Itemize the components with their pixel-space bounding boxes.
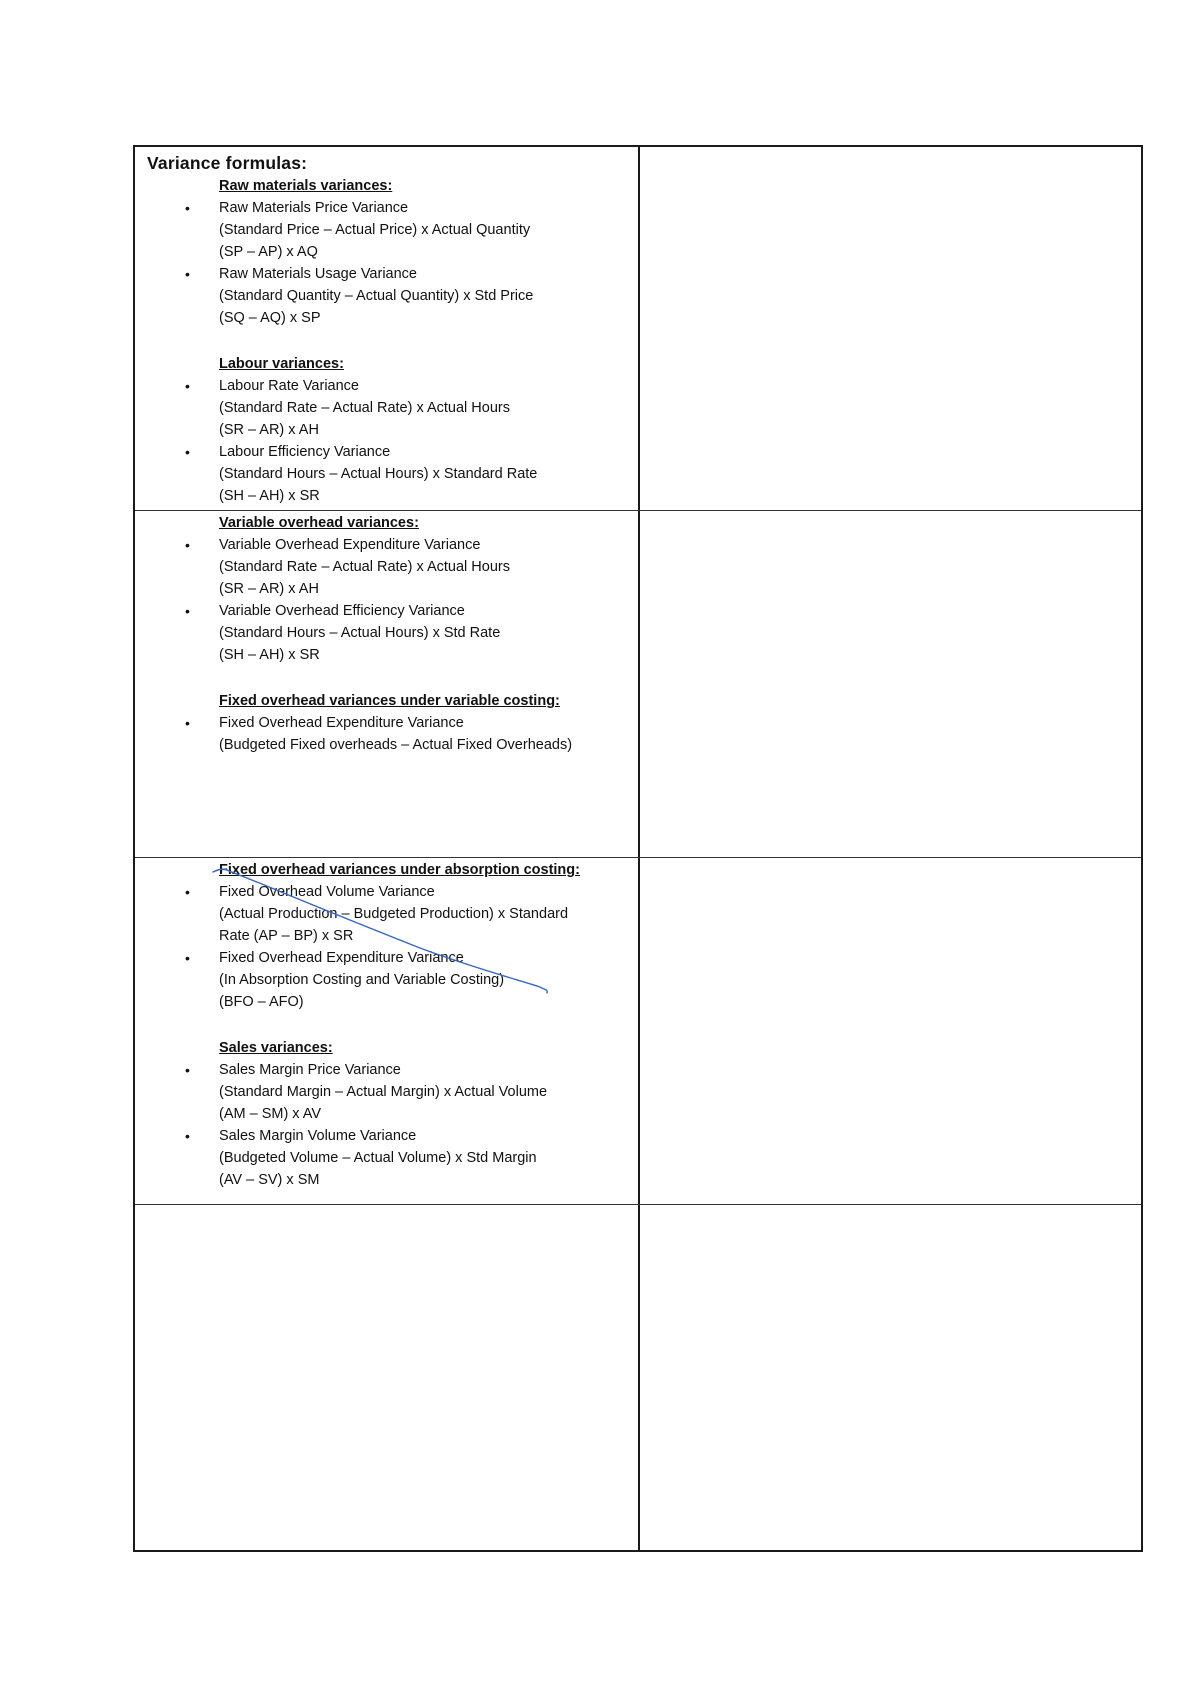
variance-name: Variable Overhead Expenditure Variance <box>219 537 481 553</box>
bullet-icon: • <box>185 1062 190 1078</box>
variance-item <box>185 947 629 1013</box>
section-heading: Variable overhead variances: <box>219 515 419 531</box>
variance-abbreviation: (BFO – AFO) <box>219 994 304 1010</box>
variance-formula: (Budgeted Volume – Actual Volume) x Std Margin <box>219 1150 537 1166</box>
section-heading: Fixed overhead variances under variable costing: <box>219 693 560 709</box>
variance-formula: (Standard Rate – Actual Rate) x Actual Hours <box>219 400 510 416</box>
variance-formula: (Standard Rate – Actual Rate) x Actual Hours <box>219 559 510 575</box>
section-variable-overhead <box>185 512 629 666</box>
variance-formulas-table <box>133 145 1143 1552</box>
variance-abbreviation: (SR – AR) x AH <box>219 581 319 597</box>
variance-name: Variable Overhead Efficiency Variance <box>219 603 465 619</box>
variance-abbreviation: (SH – AH) x SR <box>219 647 320 663</box>
variance-name: Labour Rate Variance <box>219 378 359 394</box>
variance-item <box>185 600 629 666</box>
variance-name: Sales Margin Volume Variance <box>219 1128 417 1144</box>
variance-name: Sales Margin Price Variance <box>219 1062 401 1078</box>
column-divider <box>638 147 640 1550</box>
variance-abbreviation: (AV – SV) x SM <box>219 1172 320 1188</box>
bullet-icon: • <box>185 444 190 460</box>
variance-formula: (In Absorption Costing and Variable Costing) <box>219 972 505 988</box>
bullet-icon: • <box>185 266 190 282</box>
variance-item <box>185 1125 629 1191</box>
variance-item <box>185 1059 629 1125</box>
variance-formula: (Standard Hours – Actual Hours) x Standard Rate <box>219 466 538 482</box>
bullet-icon: • <box>185 378 190 394</box>
bullet-icon: • <box>185 200 190 216</box>
variance-abbreviation: (SH – AH) x SR <box>219 488 320 504</box>
variance-formula: (Budgeted Fixed overheads – Actual Fixed Overheads) <box>219 737 573 753</box>
section-heading: Sales variances: <box>219 1040 333 1056</box>
variance-abbreviation: (SP – AP) x AQ <box>219 244 318 260</box>
section-heading: Fixed overhead variances under absorption costing: <box>219 862 580 878</box>
variance-name: Labour Efficiency Variance <box>219 444 391 460</box>
variance-item <box>185 197 629 263</box>
variance-name: Raw Materials Price Variance <box>219 200 409 216</box>
variance-formula: (Standard Price – Actual Price) x Actual Quantity <box>219 222 531 238</box>
variance-abbreviation: (SR – AR) x AH <box>219 422 319 438</box>
variance-formula: (Standard Quantity – Actual Quantity) x Std Price <box>219 288 534 304</box>
bullet-icon: • <box>185 950 190 966</box>
variance-abbreviation: (AM – SM) x AV <box>219 1106 322 1122</box>
variance-item <box>185 881 629 947</box>
bullet-icon: • <box>185 537 190 553</box>
variance-name: Fixed Overhead Expenditure Variance <box>219 950 464 966</box>
bullet-icon: • <box>185 603 190 619</box>
section-sales <box>185 1037 629 1191</box>
table-cell-row1-left <box>135 147 638 510</box>
table-cell-row2-left <box>135 510 638 857</box>
section-labour <box>185 353 629 507</box>
variance-item <box>185 534 629 600</box>
section-fixed-overhead-absorption-costing <box>185 859 629 1013</box>
variance-item <box>185 263 629 329</box>
section-heading: Labour variances: <box>219 356 344 372</box>
variance-name: Fixed Overhead Volume Variance <box>219 884 435 900</box>
section-fixed-overhead-variable-costing <box>185 690 629 756</box>
table-cell-row4-left <box>135 1204 638 1550</box>
section-heading: Raw materials variances: <box>219 178 393 194</box>
table-cell-row3-left <box>135 857 638 1204</box>
variance-item <box>185 712 629 756</box>
section-raw-materials <box>185 175 629 329</box>
variance-name: Raw Materials Usage Variance <box>219 266 417 282</box>
document-title: Variance formulas: <box>147 153 308 173</box>
variance-item <box>185 441 629 507</box>
variance-formula-continued: Rate (AP – BP) x SR <box>219 928 354 944</box>
bullet-icon: • <box>185 884 190 900</box>
bullet-icon: • <box>185 1128 190 1144</box>
variance-item <box>185 375 629 441</box>
variance-abbreviation: (SQ – AQ) x SP <box>219 310 321 326</box>
variance-formula: (Standard Hours – Actual Hours) x Std Rate <box>219 625 501 641</box>
variance-formula: (Actual Production – Budgeted Production) x Standard <box>219 906 569 922</box>
bullet-icon: • <box>185 715 190 731</box>
variance-formula: (Standard Margin – Actual Margin) x Actual Volume <box>219 1084 548 1100</box>
variance-name: Fixed Overhead Expenditure Variance <box>219 715 464 731</box>
